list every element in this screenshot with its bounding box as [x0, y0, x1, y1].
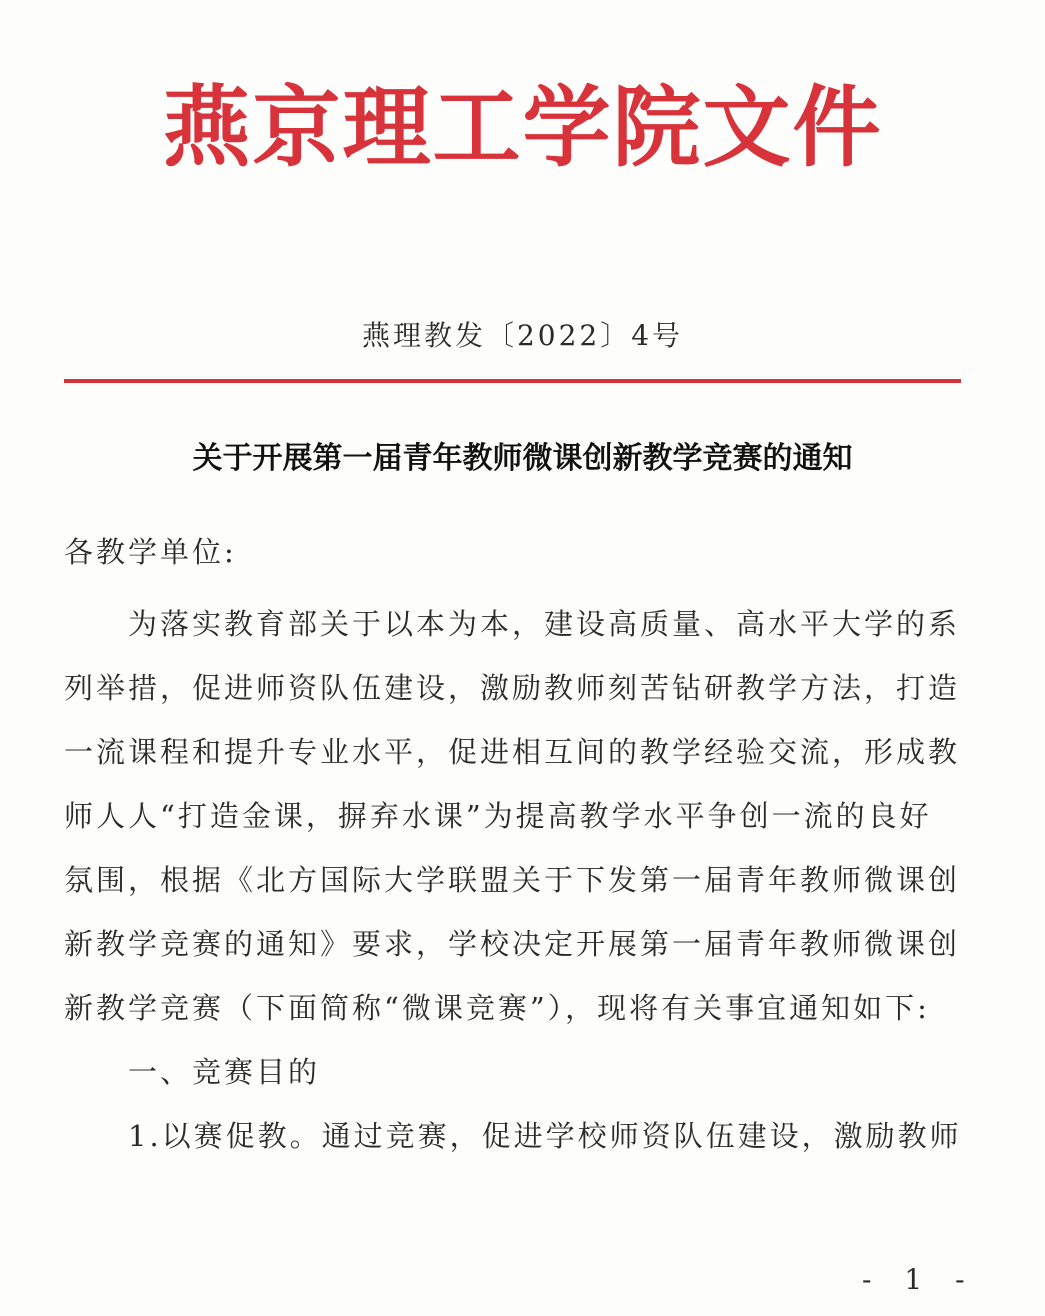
- salutation: 各教学单位:: [64, 535, 237, 569]
- body-line: 列举措，促进师资队伍建设，激励教师刻苦钻研教学方法，打造: [64, 671, 961, 705]
- body-paragraphs: [64, 592, 961, 1168]
- body-line: 新教学竞赛的通知》要求，学校决定开展第一届青年教师微课创: [64, 927, 961, 961]
- body-line: 氛围，根据《北方国际大学联盟关于下发第一届青年教师微课创: [64, 863, 961, 897]
- body-line: 师人人“打造金课，摒弃水课”为提高教学水平争创一流的良好: [64, 799, 932, 833]
- body-line: 一流课程和提升专业水平，促进相互间的教学经验交流，形成教: [64, 735, 961, 769]
- document-header-title: 燕京理工学院文件: [162, 75, 883, 179]
- page-number: - 1 -: [862, 1263, 977, 1296]
- body-line: 1.以赛促教。通过竞赛，促进学校师资队伍建设，激励教师: [128, 1119, 962, 1153]
- section-heading: 一、竞赛目的: [128, 1055, 321, 1089]
- body-line: 新教学竞赛（下面简称“微课竞赛”），现将有关事宜通知如下:: [64, 991, 930, 1025]
- body-line: 为落实教育部关于以本为本，建设高质量、高水平大学的系: [128, 607, 961, 641]
- red-divider-line: [64, 379, 961, 383]
- document-number: 燕理教发〔2022〕4号: [361, 319, 684, 352]
- notice-title: 关于开展第一届青年教师微课创新教学竞赛的通知: [192, 441, 853, 476]
